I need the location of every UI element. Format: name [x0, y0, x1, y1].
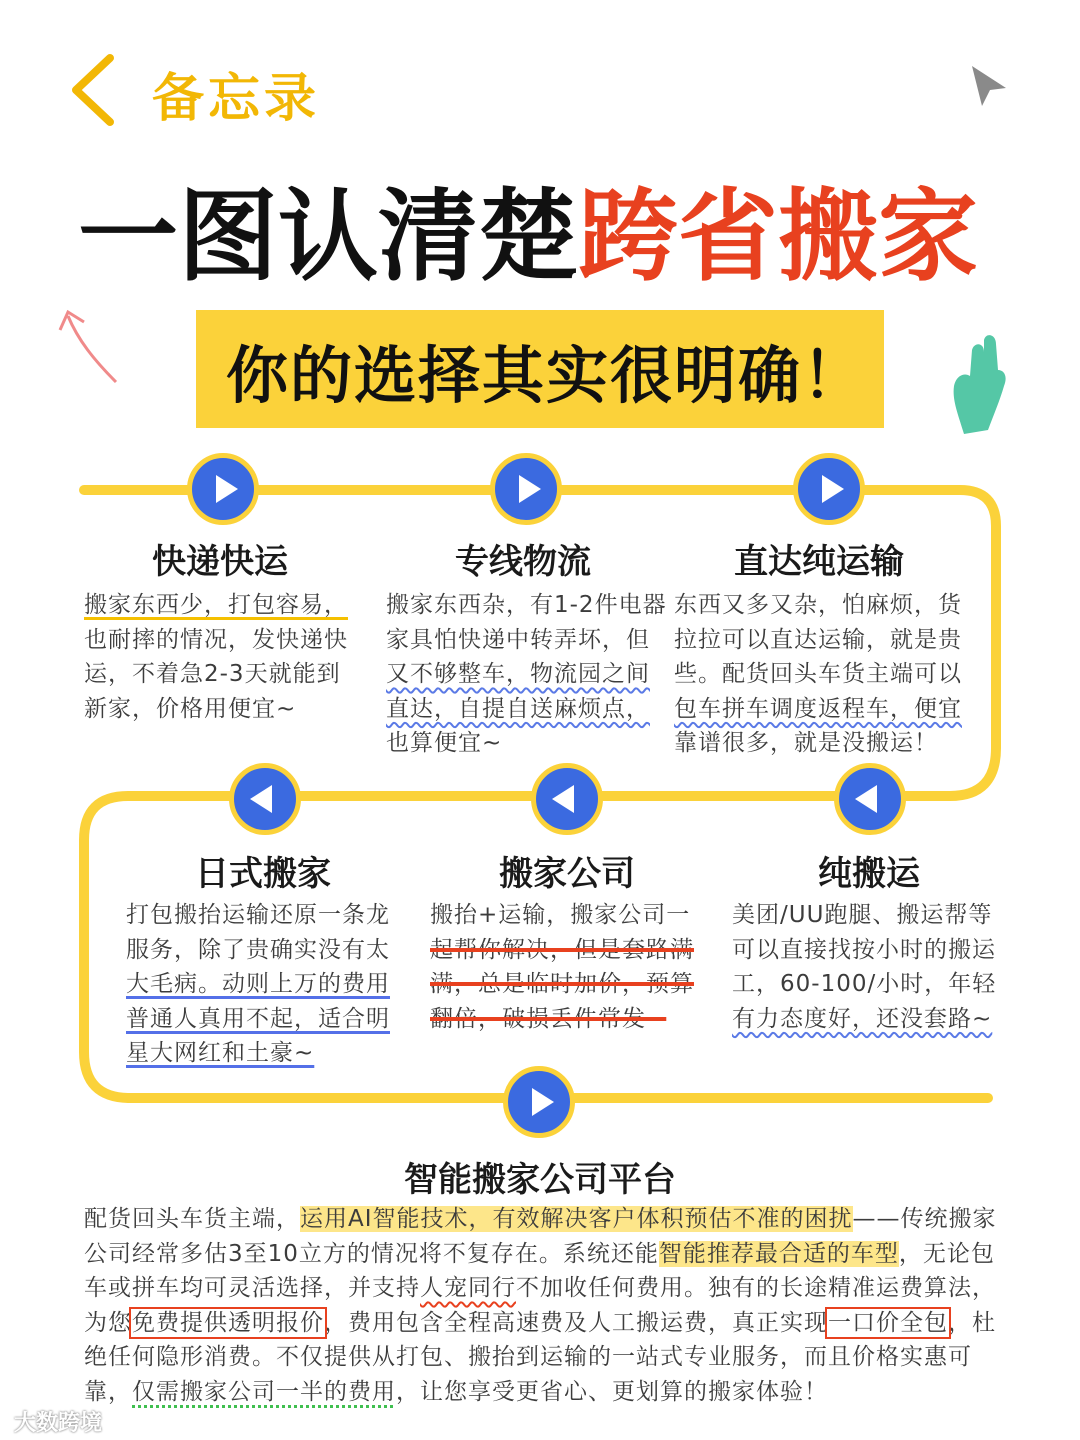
share-button[interactable] — [968, 62, 1010, 112]
play-node-2[interactable] — [490, 453, 562, 525]
share-arrow-icon — [968, 62, 1010, 112]
card-body-pure-carrying: 美团/UU跑腿、搬运帮等 可以直接找按小时的搬运 工，60-100/小时，年轻 有力态度好，还没套路~ — [732, 902, 997, 1032]
play-icon — [798, 458, 860, 520]
watermark: 大数跨境 — [14, 1411, 103, 1436]
card-title-line-logistics: 专线物流 — [455, 542, 591, 582]
back-button[interactable] — [68, 52, 128, 132]
card-title-pure-carrying: 纯搬运 — [818, 854, 920, 894]
chevron-left-icon — [68, 52, 128, 132]
card-title-express: 快递快运 — [152, 542, 288, 582]
card-body-japanese-moving: 打包搬抬运输还原一条龙 服务，除了贵确实没有太 大毛病。动则上万的费用 普通人真用不起，适合明 星大网红和土豪~ — [126, 902, 390, 1066]
card-body-express: 搬家东西少，打包容易， 也耐摔的情况，发快递快 运，不着急2-3天就能到 新家，价格用便宜~ — [84, 592, 348, 722]
play-icon — [192, 458, 254, 520]
play-node-3[interactable] — [793, 453, 865, 525]
headline-part1: 一图认清楚 — [78, 178, 578, 295]
app-title: 备忘录 — [152, 69, 321, 129]
subtitle: 你的选择其实很明确！ — [226, 339, 867, 412]
decorative-arrow-icon — [54, 300, 124, 390]
card-title-direct-transport: 直达纯运输 — [734, 542, 904, 582]
platform-description: 配货回头车货主端，运用AI智能技术，有效解决客户体积预估不准的困扰——传统搬家公司经常多估3至10立方的情况将不复存在。系统还能智能推荐最合适的车型，无论包车或拼车均可灵活选择，并支持人宠同行不加收任何费用。独有的长途精准运费算法，为您免费提供透明报价，费用包含全程高速费及人工搬运费，真正实现一口价全包，杜绝任何隐形消费。不仅提供从打包、搬抬到运输的一站式专业服务，而且价格实惠可靠，仅需搬家公司一半的费用，让您享受更省心、更划算的搬家体验！ — [84, 1206, 997, 1405]
play-node-7[interactable] — [503, 1066, 575, 1138]
headline-part2: 跨省搬家 — [578, 178, 978, 295]
page-headline — [78, 178, 1018, 295]
play-node-1[interactable] — [187, 453, 259, 525]
reverse-icon — [536, 768, 598, 830]
play-icon — [495, 458, 557, 520]
play-icon — [508, 1071, 570, 1133]
card-body-direct-transport: 东西又多又杂，怕麻烦，货 拉拉可以直达运输，就是贵 些。配货回头车货主端可以 包车拼车调度返程车，便宜 靠谱很多，就是没搬运！ — [674, 592, 962, 756]
reverse-node-5[interactable] — [531, 763, 603, 835]
reverse-icon — [839, 768, 901, 830]
card-body-line-logistics: 搬家东西杂，有1-2件电器 家具怕快递中转弄坏，但 又不够整车，物流园之间 直达，自提自送麻烦点， 也算便宜~ — [386, 592, 667, 756]
pointing-hand-icon — [944, 330, 1014, 440]
platform-title: 智能搬家公司平台 — [404, 1160, 676, 1200]
card-body-moving-company: 搬抬+运输，搬家公司一 起帮你解决，但是套路满 满，总是临时加价，预算 翻倍，破损丢件常发~ — [430, 902, 694, 1032]
card-title-moving-company: 搬家公司 — [499, 854, 635, 894]
card-title-japanese-moving: 日式搬家 — [195, 854, 331, 894]
reverse-node-4[interactable] — [229, 763, 301, 835]
reverse-icon — [234, 768, 296, 830]
reverse-node-6[interactable] — [834, 763, 906, 835]
